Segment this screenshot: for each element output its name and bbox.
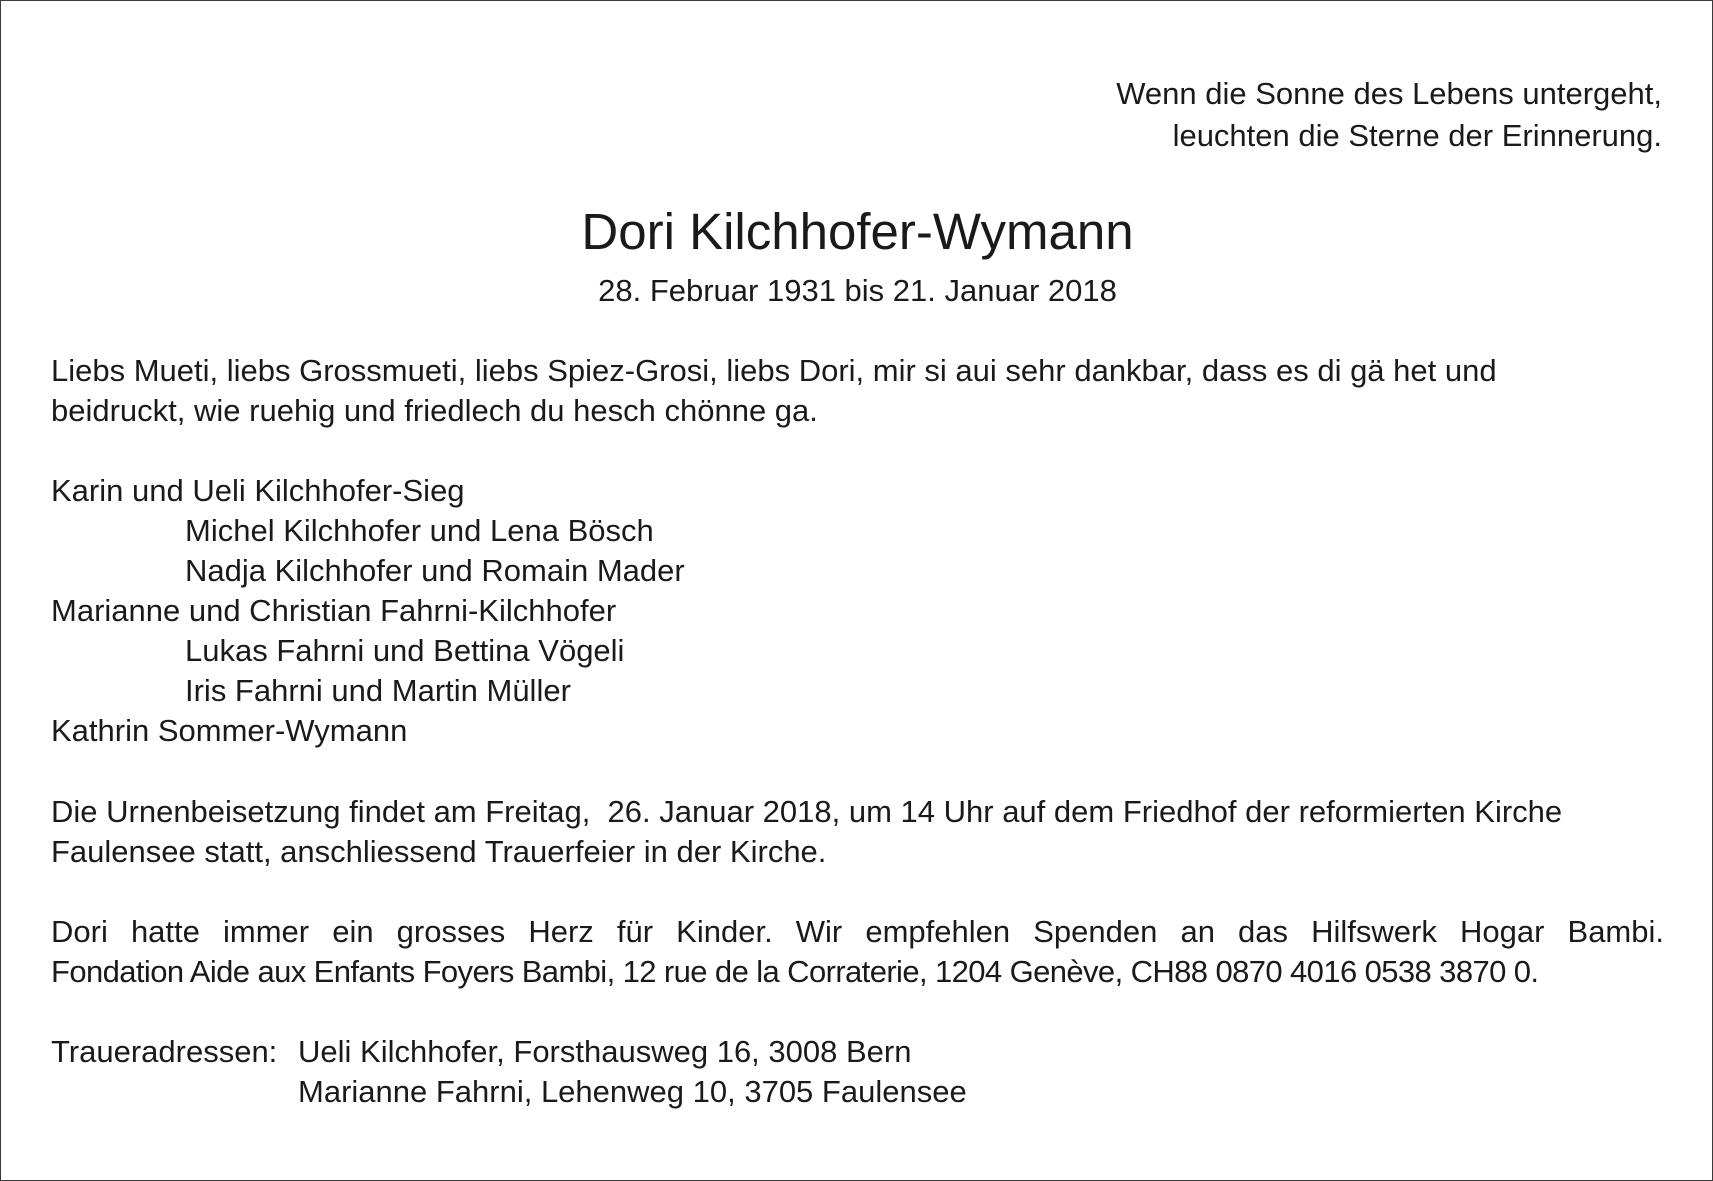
address-row — [51, 1072, 1664, 1112]
mourner-entry: Marianne und Christian Fahrni-Kilchhofer — [51, 593, 617, 628]
burial-line: Faulensee statt, anschliessend Trauerfeier in der Kirche. — [51, 834, 827, 869]
address-row — [51, 1032, 1664, 1072]
memorial-quote — [1116, 73, 1662, 157]
donation-line: Fondation Aide aux Enfants Foyers Bambi, 12 rue de la Corraterie, 1204 Genève, CH88 0870 4016 0538 3870 0. — [51, 954, 1539, 989]
mourner-entry: Michel Kilchhofer und Lena Bösch — [185, 513, 654, 548]
addresses-label: Traueradressen: — [51, 1034, 278, 1069]
mourners-list — [51, 471, 1664, 751]
address-entry: Marianne Fahrni, Lehenweg 10, 3705 Faulensee — [298, 1074, 967, 1109]
farewell-message — [51, 351, 1664, 431]
quote-line: leuchten die Sterne der Erinnerung. — [1172, 118, 1662, 153]
mourning-addresses — [51, 1032, 1664, 1112]
life-dates: 28. Februar 1931 bis 21. Januar 2018 — [598, 273, 1117, 308]
deceased-name: Dori Kilchhofer-Wymann — [581, 203, 1134, 260]
message-line: beidruckt, wie ruehig und friedlech du hesch chönne ga. — [51, 393, 818, 428]
mourner-entry: Nadja Kilchhofer und Romain Mader — [185, 553, 685, 588]
donation-note — [51, 912, 1664, 992]
donation-line: Dori hatte immer ein grosses Herz für Kinder. Wir empfehlen Spenden an das Hilfswerk Hogar Bambi. — [51, 914, 1664, 949]
mourner-entry: Iris Fahrni und Martin Müller — [185, 673, 571, 708]
address-entry: Ueli Kilchhofer, Forsthausweg 16, 3008 Bern — [298, 1034, 912, 1069]
quote-line: Wenn die Sonne des Lebens untergeht, — [1116, 76, 1662, 111]
message-line: Liebs Mueti, liebs Grossmueti, liebs Spiez-Grosi, liebs Dori, mir si aui sehr dankbar, dass es di gä het und — [51, 353, 1497, 388]
address-indent — [51, 1072, 298, 1112]
burial-line: Die Urnenbeisetzung findet am Freitag, 26. Januar 2018, um 14 Uhr auf dem Friedhof der reformierten Kirche — [51, 794, 1563, 829]
mourner-entry: Lukas Fahrni und Bettina Vögeli — [185, 633, 625, 668]
mourner-entry: Kathrin Sommer-Wymann — [51, 713, 408, 748]
mourner-entry: Karin und Ueli Kilchhofer-Sieg — [51, 473, 465, 508]
burial-announcement — [51, 792, 1664, 872]
